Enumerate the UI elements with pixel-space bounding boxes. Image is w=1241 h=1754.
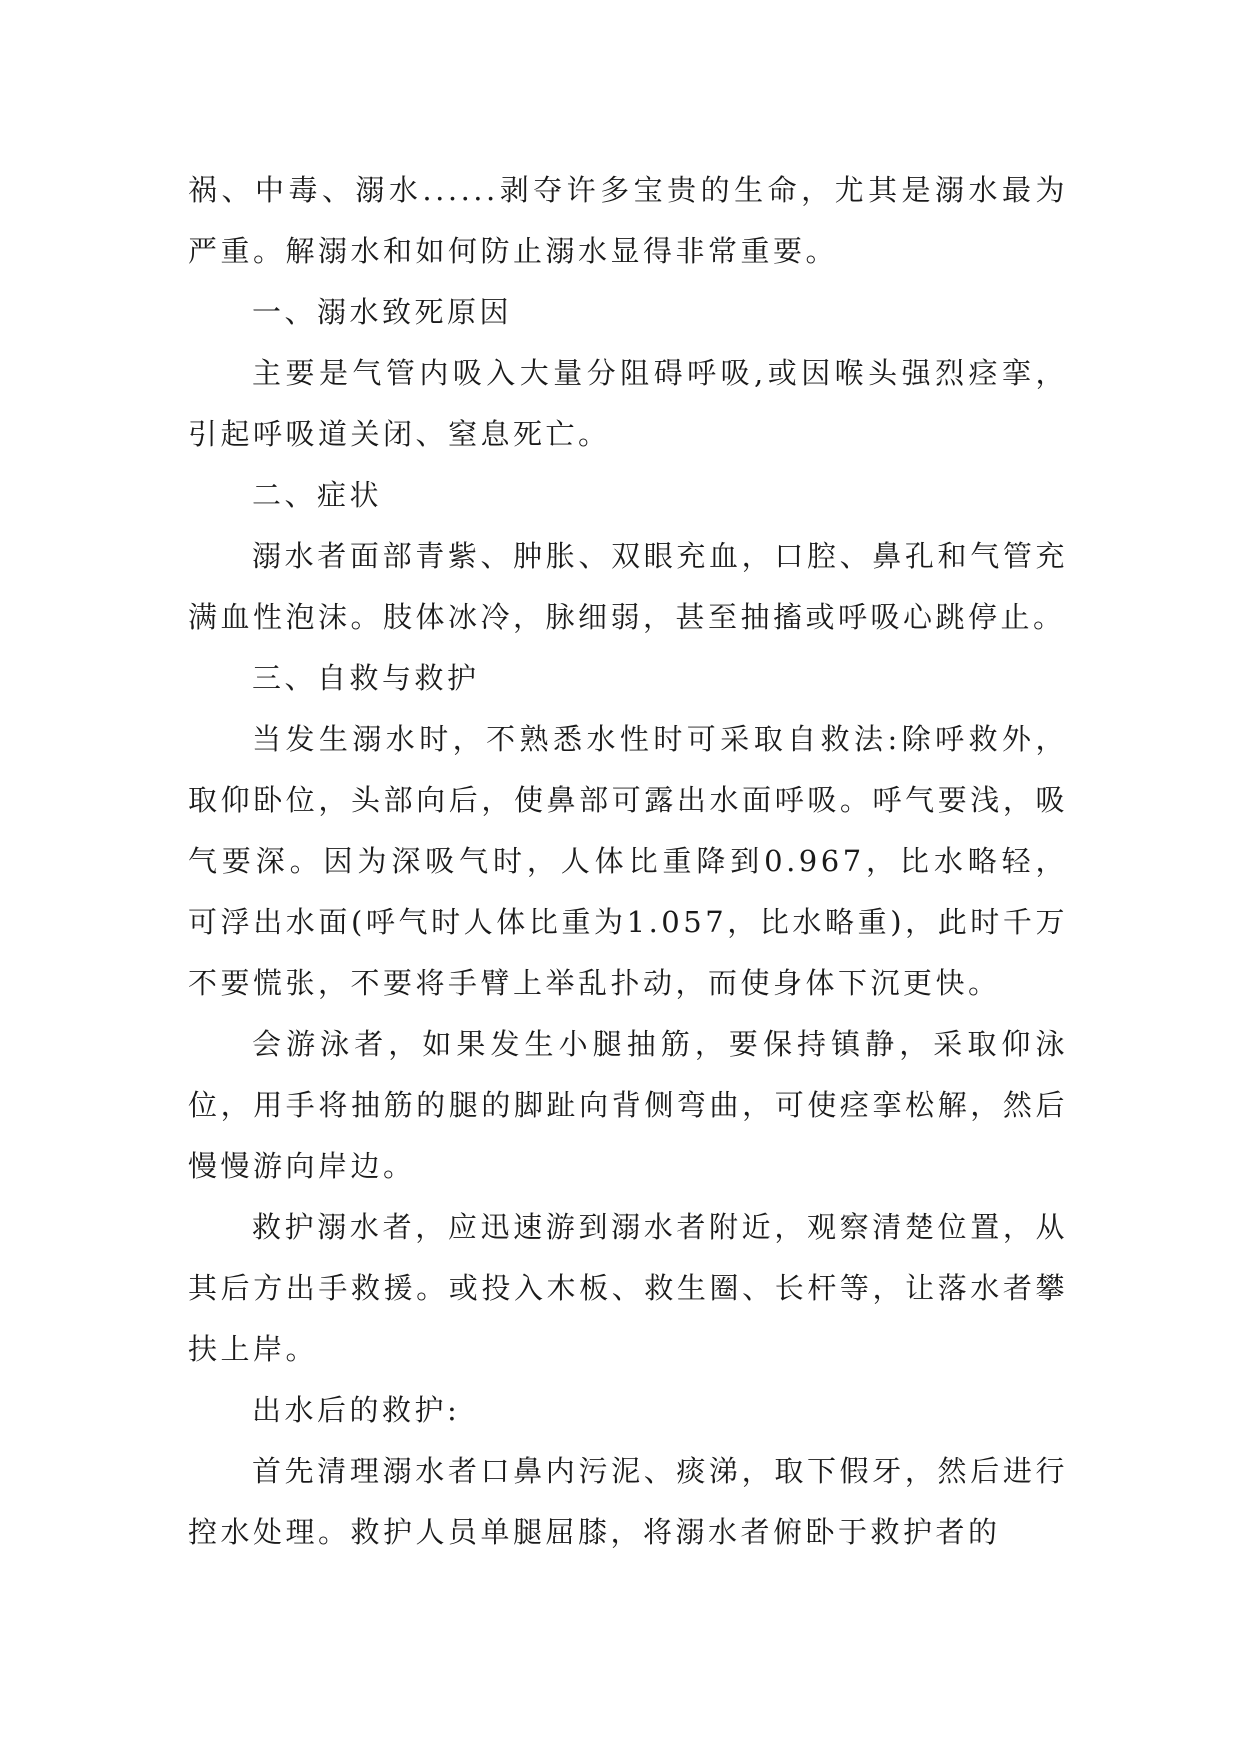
paragraph-rescuer: 救护溺水者，应迅速游到溺水者附近，观察清楚位置，从其后方出手救援。或投入木板、救生圈、长杆等，让落水者攀扶上岸。 bbox=[188, 1210, 1068, 1366]
heading-drowning-cause: 一、溺水致死原因 bbox=[252, 295, 513, 329]
heading-self-rescue: 三、自救与救护 bbox=[252, 661, 480, 695]
paragraph-after-rescue-title: 出水后的救护: bbox=[252, 1393, 461, 1427]
paragraph-intro-continuation: 祸、中毒、溺水......剥夺许多宝贵的生命，尤其是溺水最为严重。解溺水和如何防止溺水显得非常重要。 bbox=[188, 173, 1068, 268]
paragraph-symptoms: 溺水者面部青紫、肿胀、双眼充血，口腔、鼻孔和气管充满血性泡沫。肢体冰冷，脉细弱，甚至抽搐或呼吸心跳停止。 bbox=[188, 539, 1068, 634]
paragraph-drowning-cause: 主要是气管内吸入大量分阻碍呼吸,或因喉头强烈痉挛，引起呼吸道关闭、窒息死亡。 bbox=[188, 356, 1068, 451]
document-body bbox=[188, 160, 1068, 1563]
paragraph-leg-cramp: 会游泳者，如果发生小腿抽筋，要保持镇静，采取仰泳位，用手将抽筋的腿的脚趾向背侧弯曲，可使痉挛松解，然后慢慢游向岸边。 bbox=[188, 1027, 1068, 1183]
paragraph-self-rescue: 当发生溺水时，不熟悉水性时可采取自救法:除呼救外，取仰卧位，头部向后，使鼻部可露出水面呼吸。呼气要浅，吸气要深。因为深吸气时，人体比重降到0.967，比水略轻，可浮出水面(呼气时人体比重为1.057，比水略重)，此时千万不要慌张，不要将手臂上举乱扑动，而使身体下沉更快。 bbox=[188, 722, 1068, 1000]
heading-symptoms: 二、症状 bbox=[252, 478, 383, 512]
paragraph-after-rescue: 首先清理溺水者口鼻内污泥、痰涕，取下假牙，然后进行控水处理。救护人员单腿屈膝，将溺水者俯卧于救护者的 bbox=[188, 1454, 1068, 1549]
